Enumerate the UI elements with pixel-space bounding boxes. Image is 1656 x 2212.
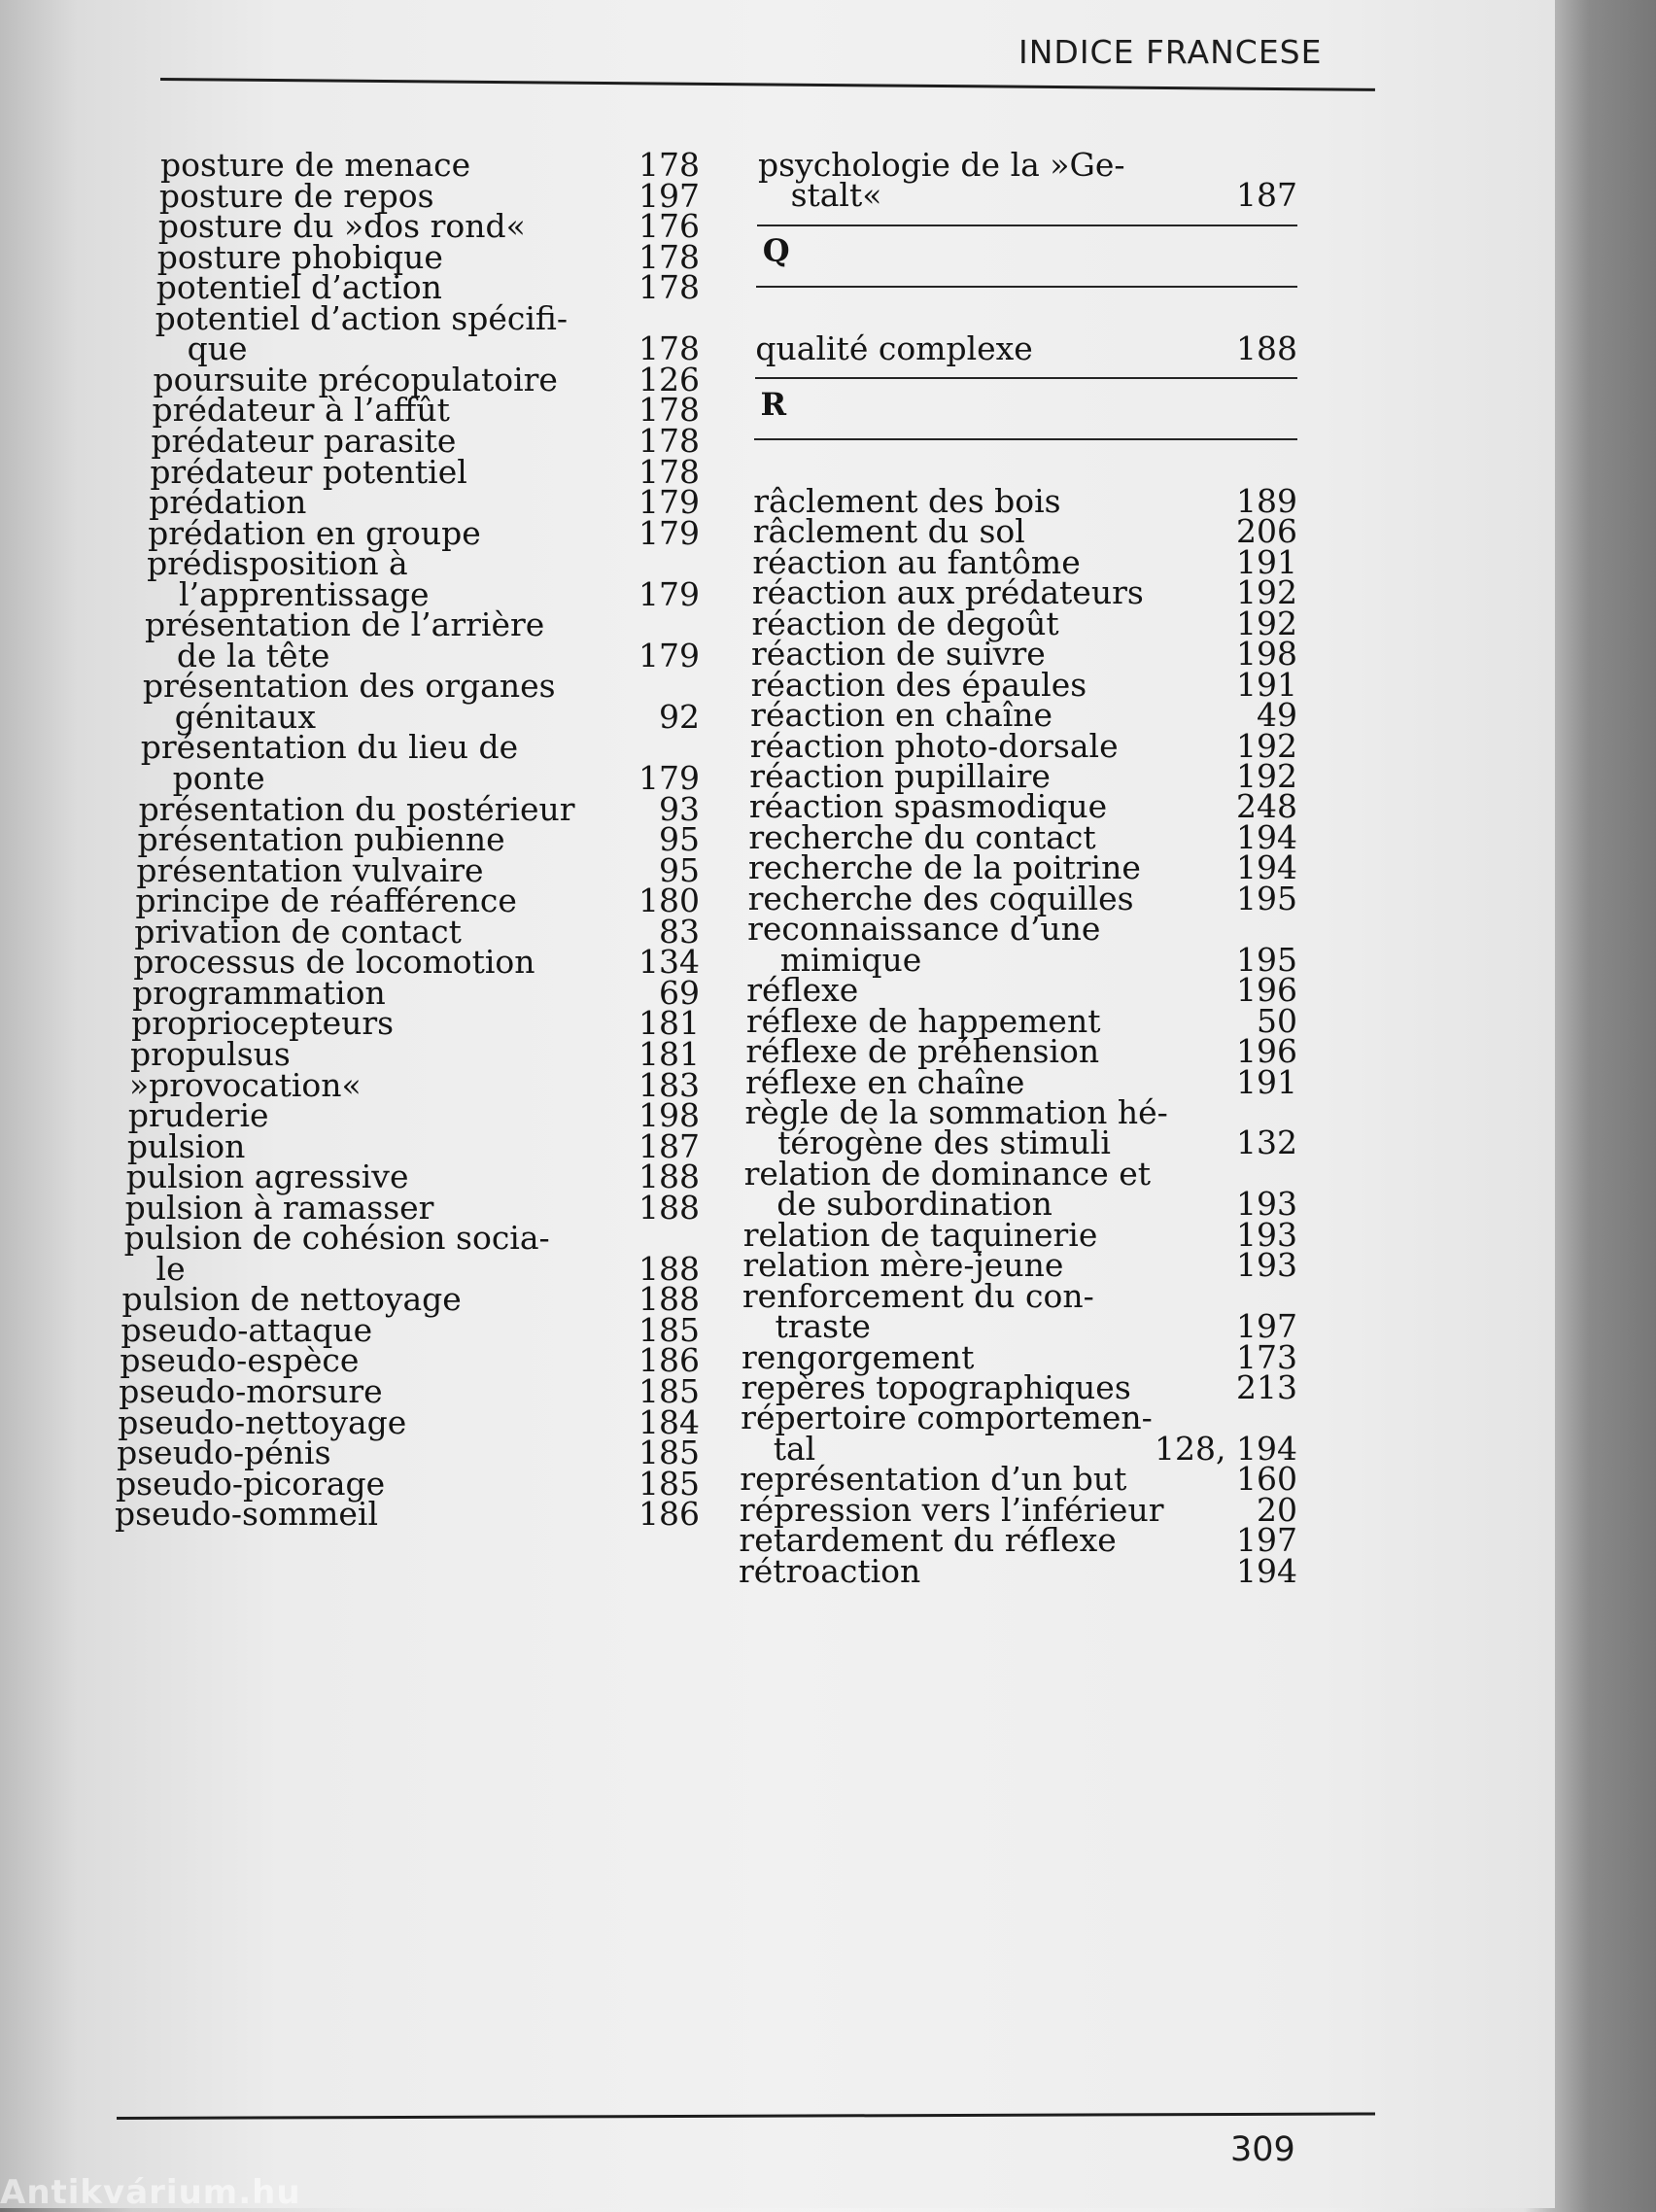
index-term: prédation en groupe	[148, 513, 481, 552]
index-term: réaction de degoût	[751, 604, 1059, 642]
page-reference: 181	[638, 1034, 700, 1073]
page-reference: 187	[1235, 176, 1297, 215]
index-term: réaction en chaîne	[750, 696, 1053, 735]
page-reference: 178	[638, 237, 700, 276]
index-entry	[758, 176, 1297, 215]
index-term: principe de réafférence	[135, 881, 517, 920]
index-term: »provocation«	[128, 1065, 362, 1104]
index-term: recherche des coquilles	[747, 879, 1134, 917]
page-reference: 178	[638, 268, 700, 307]
index-term: présentation pubienne	[137, 820, 505, 859]
page-reference: 93	[658, 789, 700, 828]
page-reference: 188	[638, 1188, 700, 1227]
page-reference: 195	[1235, 879, 1297, 917]
page-reference: 187	[638, 1126, 700, 1165]
index-term: relation de taquinerie	[742, 1215, 1098, 1254]
index-term: règle de la sommation hé-	[744, 1092, 1168, 1131]
page-reference: 92	[658, 697, 700, 736]
letter-section-rule	[756, 286, 1297, 288]
page-reference: 183	[638, 1065, 700, 1104]
index-term-continuation: de la tête	[176, 636, 330, 674]
letter-section-rule	[757, 225, 1297, 226]
index-term: prédateur à l’affût	[152, 391, 450, 430]
page-reference: 192	[1235, 604, 1297, 642]
page-reference: 185	[638, 1372, 700, 1410]
page-reference: 188	[1235, 328, 1297, 367]
index-term: réflexe de préhension	[745, 1032, 1100, 1071]
page-reference: 192	[1235, 726, 1297, 765]
index-term: représentation d’un but	[740, 1460, 1127, 1499]
page-reference: 134	[638, 943, 700, 982]
index-term-continuation: traste	[775, 1307, 871, 1346]
letter-section-rule	[755, 377, 1297, 379]
page-reference: 193	[1235, 1246, 1297, 1285]
index-term: réaction au fantôme	[752, 542, 1081, 581]
index-term: pulsion agressive	[125, 1158, 409, 1196]
page-reference: 179	[638, 636, 700, 674]
page-reference: 181	[638, 1004, 700, 1043]
index-term: potentiel d’action	[155, 268, 442, 307]
index-term: réaction des épaules	[750, 665, 1087, 704]
page-reference: 126	[638, 360, 700, 398]
index-term: prédation	[149, 483, 307, 522]
letter-section-rule	[754, 438, 1297, 440]
index-term: pulsion de cohésion socia-	[123, 1219, 550, 1258]
page-reference: 197	[1235, 1521, 1297, 1560]
index-term: posture de menace	[160, 146, 471, 184]
index-term: réaction aux prédateurs	[751, 573, 1144, 612]
index-term: renforcement du con-	[742, 1276, 1094, 1315]
index-term: pulsion	[126, 1126, 246, 1165]
index-term: présentation du postérieur	[138, 789, 575, 828]
page-reference: 192	[1235, 573, 1297, 612]
index-term: présentation du lieu de	[140, 728, 519, 767]
index-term: pulsion de nettoyage	[121, 1280, 462, 1319]
index-term: relation mère-jeune	[742, 1246, 1064, 1285]
index-term-continuation: le	[155, 1249, 186, 1288]
page-reference: 198	[1235, 635, 1297, 674]
index-term-continuation: mimique	[779, 940, 922, 979]
index-term: râclement du sol	[752, 512, 1025, 551]
index-term: réaction spasmodique	[748, 787, 1108, 826]
page-reference: 20	[1256, 1490, 1297, 1529]
index-term: réaction de suivre	[751, 635, 1046, 674]
index-term: reconnaissance d’une	[747, 910, 1101, 949]
page-reference: 193	[1235, 1215, 1297, 1254]
index-term: propulsus	[130, 1034, 291, 1073]
page-reference: 185	[638, 1434, 700, 1472]
index-term: rétroaction	[739, 1551, 921, 1590]
index-term: présentation de l’arrière	[144, 605, 545, 644]
index-term: réflexe en chaîne	[744, 1062, 1025, 1101]
index-entry	[739, 1552, 1297, 1591]
index-term: pseudo-espèce	[120, 1341, 360, 1380]
index-term: présentation des organes	[142, 667, 556, 706]
index-term: qualité complexe	[755, 328, 1033, 367]
index-term: râclement des bois	[753, 481, 1061, 520]
page-reference: 206	[1235, 512, 1297, 551]
index-entry	[115, 1495, 700, 1534]
index-term: pseudo-pénis	[117, 1434, 331, 1472]
index-term: répression vers l’inférieur	[739, 1490, 1164, 1529]
index-term: prédateur potentiel	[150, 452, 467, 491]
page-reference: 128, 194	[1155, 1429, 1297, 1468]
page-reference: 197	[1235, 1307, 1297, 1346]
index-term: retardement du réflexe	[739, 1521, 1117, 1560]
index-entry	[755, 329, 1297, 368]
index-term: privation de contact	[134, 912, 462, 950]
index-term: réaction pupillaire	[749, 757, 1051, 795]
index-term: pseudo-nettoyage	[118, 1402, 407, 1441]
index-term-continuation: que	[187, 329, 248, 368]
letter-heading: Q	[762, 232, 790, 270]
page-reference: 186	[638, 1341, 700, 1380]
page-reference: 192	[1235, 757, 1297, 795]
page-number: 309	[1230, 2130, 1295, 2169]
index-term-continuation: de subordination	[776, 1185, 1052, 1224]
index-term: prédateur parasite	[151, 421, 457, 460]
index-term: répertoire comportemen-	[741, 1399, 1153, 1437]
index-term-continuation: térogène des stimuli	[777, 1123, 1111, 1162]
watermark: Antikvárium.hu	[0, 2173, 301, 2212]
index-term: présentation vulvaire	[136, 850, 484, 889]
index-term: repères topographiques	[741, 1368, 1131, 1406]
page-reference: 178	[638, 421, 700, 460]
footer-rule	[117, 2112, 1375, 2120]
page-reference: 83	[658, 912, 700, 950]
page-reference: 178	[638, 329, 700, 368]
header-rule	[160, 78, 1375, 91]
page-reference: 189	[1235, 481, 1297, 520]
index-term-continuation: l’apprentissage	[179, 574, 430, 613]
page-reference: 179	[638, 759, 700, 797]
page-reference: 178	[638, 452, 700, 491]
index-term-continuation: ponte	[172, 759, 265, 797]
page-reference: 180	[638, 881, 700, 920]
page-reference: 173	[1235, 1337, 1297, 1376]
index-term: psychologie de la »Ge-	[758, 146, 1125, 184]
index-term: réaction photo-dorsale	[749, 726, 1119, 765]
index-term: pseudo-sommeil	[115, 1495, 379, 1534]
page-reference: 193	[1235, 1185, 1297, 1224]
page-reference: 191	[1235, 1062, 1297, 1101]
index-term: pseudo-morsure	[119, 1372, 383, 1410]
page-reference: 194	[1236, 1551, 1297, 1590]
page-reference: 132	[1235, 1123, 1297, 1162]
page-reference: 198	[638, 1096, 700, 1135]
page-reference: 95	[658, 850, 700, 889]
page-reference: 160	[1235, 1460, 1297, 1499]
index-term: propriocepteurs	[131, 1004, 395, 1043]
page-reference: 179	[638, 513, 700, 552]
running-head: INDICE FRANCESE	[1018, 33, 1323, 71]
page-reference: 178	[638, 391, 700, 430]
page-reference: 178	[638, 146, 700, 184]
page-reference: 213	[1235, 1368, 1297, 1406]
index-term-continuation: stalt«	[790, 176, 882, 215]
page-reference: 196	[1235, 971, 1297, 1010]
index-term: réflexe	[746, 971, 859, 1010]
index-term: potentiel d’action spécifi-	[155, 298, 569, 337]
page-reference: 179	[638, 574, 700, 613]
index-term: relation de dominance et	[743, 1154, 1152, 1192]
index-term: posture de repos	[158, 176, 434, 215]
index-term: posture phobique	[156, 237, 443, 276]
page-reference: 248	[1235, 787, 1297, 826]
page-reference: 185	[638, 1464, 700, 1503]
page-reference: 49	[1256, 696, 1297, 735]
index-term: pseudo-picorage	[116, 1464, 386, 1503]
page-reference: 188	[638, 1280, 700, 1319]
index-term: recherche de la poitrine	[748, 848, 1141, 887]
index-term: rengorgement	[742, 1337, 975, 1376]
page-reference: 176	[638, 207, 700, 246]
page-reference: 50	[1256, 1001, 1297, 1040]
index-term: pseudo-attaque	[121, 1310, 373, 1349]
index-term: posture du »dos rond«	[157, 207, 526, 246]
index-term-continuation: génitaux	[174, 697, 317, 736]
index-term: pruderie	[127, 1096, 269, 1135]
letter-heading: R	[760, 385, 787, 423]
page-reference: 191	[1235, 665, 1297, 704]
page-reference: 188	[638, 1249, 700, 1288]
index-term: poursuite précopulatoire	[153, 360, 558, 398]
page-reference: 186	[638, 1495, 700, 1534]
page-reference: 179	[638, 483, 700, 522]
index-term: recherche du contact	[748, 817, 1096, 856]
page-reference: 95	[659, 820, 700, 859]
page-reference: 195	[1235, 940, 1297, 979]
page-reference: 194	[1235, 817, 1297, 856]
page-reference: 197	[638, 176, 700, 215]
index-term: pulsion à ramasser	[124, 1188, 434, 1227]
page-reference: 194	[1236, 848, 1297, 887]
page-reference: 191	[1235, 542, 1297, 581]
index-term: réflexe de happement	[745, 1001, 1101, 1040]
index-term-continuation: tal	[773, 1429, 816, 1468]
index-term: processus de locomotion	[133, 943, 535, 982]
page-reference: 196	[1235, 1032, 1297, 1071]
page-reference: 188	[638, 1158, 700, 1196]
index-term: programmation	[132, 973, 386, 1012]
page-reference: 184	[638, 1402, 700, 1441]
page-reference: 185	[638, 1310, 700, 1349]
index-term: prédisposition à	[147, 544, 408, 583]
page-reference: 69	[658, 973, 700, 1012]
